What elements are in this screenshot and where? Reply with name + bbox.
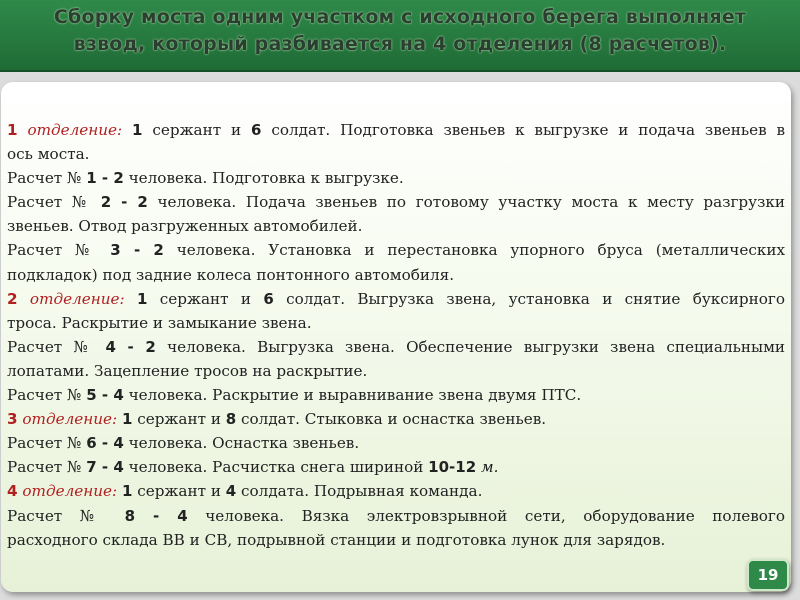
dept-1-line-2: ось моста. [7,145,90,164]
dept-4-line: 4 отделение: 1 сержант и 4 солдата. Подрывная команда. [7,482,483,501]
unit-meters: м. [480,458,499,477]
dept-3-line: 3 отделение: 1 сержант и 8 солдат. Стыковка и оснастка звеньев. [7,410,547,429]
crew-6-line: Расчет № 6 - 4 человека. Оснастка звеньев. [7,434,360,453]
content-card [1,82,791,592]
crew-8-line: Расчет № 8 - 4 человека. Вязка электровзрывной сети, оборудование полевого [7,506,786,525]
crew-5-line: Расчет № 5 - 4 человека. Раскрытие и выравнивание звена двумя ПТС. [7,386,582,405]
crew-4-line: Расчет № 4 - 2 человека. Выгрузка звена. Обеспечение выгрузки звена специальными [7,337,786,356]
dept-4-label: отделение: [22,482,118,501]
slide-title: Сборку моста одним участком с исходного берега выполняет взвод, который разбивается на 4 отделения (8 расчетов). [53,6,747,55]
dept-2-line-2: троса. Раскрытие и замыкание звена. [7,313,312,332]
dept-1-line: 1 отделение: 1 сержант и 6 солдат. Подготовка звеньев к выгрузке и подача звеньев в [7,121,786,139]
crew-1-line: Расчет № 1 - 2 человека. Подготовка к выгрузке. [7,169,404,188]
content-text [7,118,785,552]
dept-1-label: отделение: [27,121,123,139]
crew-2-line-2: звеньев. Отвод разгруженных автомобилей. [7,217,363,236]
page-number-badge: 19 [747,559,789,591]
crew-3-line: Расчет № 3 - 2 человека. Установка и перестановка упорного бруса (металлических [7,241,786,260]
dept-2-line: 2 отделение: 1 сержант и 6 солдат. Выгрузка звена, установка и снятие буксирного [7,289,786,308]
crew-2-line: Расчет № 2 - 2 человека. Подача звеньев по готовому участку моста к месту разгрузки [7,193,785,212]
crew-4-line-2: лопатами. Зацепление тросов на раскрытие. [7,361,368,380]
crew-8-line-2: расходного склада ВВ и СВ, подрывной станции и подготовка лунок для зарядов. [7,530,666,549]
crew-3-line-2: подкладок) под задние колеса понтонного автомобиля. [7,265,455,284]
slide-header [0,0,800,72]
crew-7-line: Расчет № 7 - 4 человека. Расчистка снега шириной 10-12 м. [7,458,499,477]
dept-2-label: отделение: [29,289,125,308]
dept-3-label: отделение: [22,410,118,429]
